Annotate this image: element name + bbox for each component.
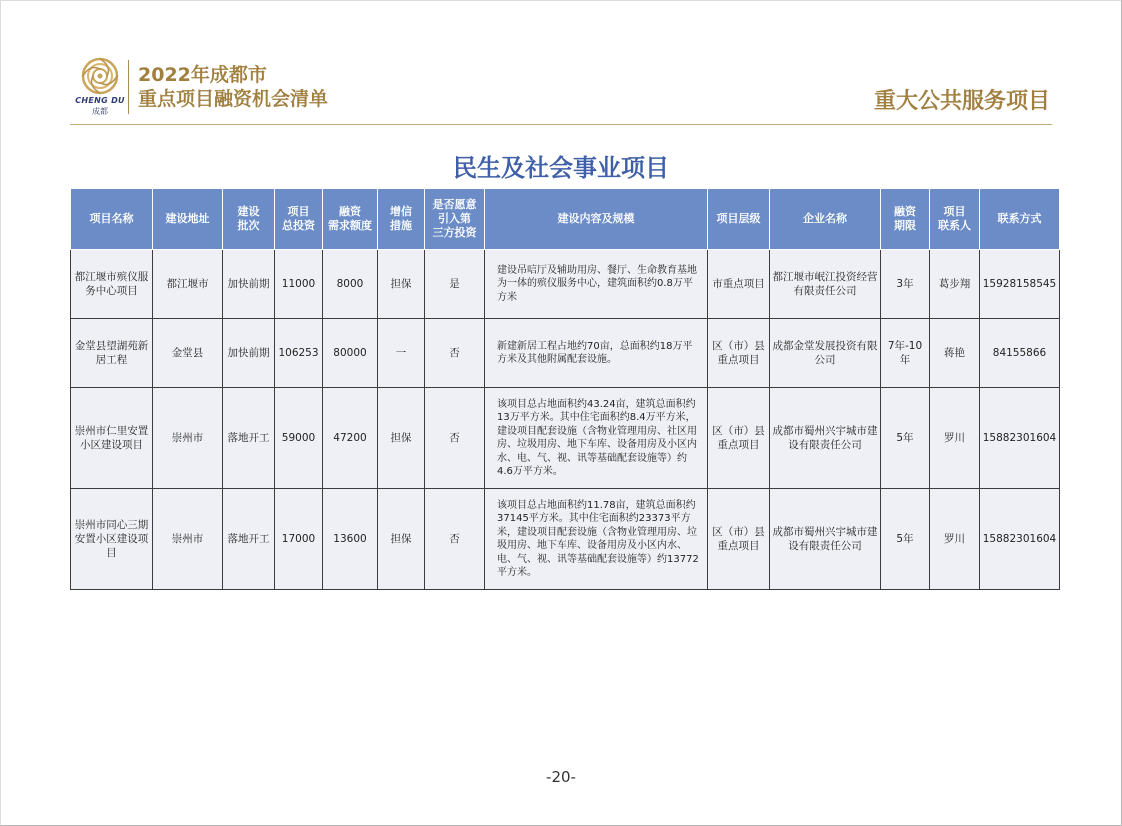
cell-contact: 葛步翔 xyxy=(930,250,980,319)
cell-content: 该项目总占地面积约43.24亩，建筑总面积约13万平方米。其中住宅面积约8.4万平方米，建设项目配套设施（含物业管理用房、社区用房、垃圾用房、地下车库、设备用房及小区内水、电、气、视、讯等基础配套设施等）约4.6万平方米。 xyxy=(485,388,708,489)
table-header-row xyxy=(71,189,1060,250)
category-title: 重大公共服务项目 xyxy=(873,89,1050,114)
header-title-line2: 重点项目融资机会清单 xyxy=(138,88,329,110)
col-header: 企业名称 xyxy=(770,189,881,250)
cell-total-investment: 106253 xyxy=(275,319,323,388)
cell-company: 都江堰市岷江投资经营有限责任公司 xyxy=(770,250,881,319)
col-header: 联系方式 xyxy=(980,189,1060,250)
col-header: 融资 需求额度 xyxy=(323,189,378,250)
col-header: 项目 总投资 xyxy=(275,189,323,250)
cell-phone: 15882301604 xyxy=(980,489,1060,590)
col-header: 项目层级 xyxy=(708,189,770,250)
cell-term: 5年 xyxy=(881,489,930,590)
cell-third-party: 否 xyxy=(425,319,485,388)
cell-contact: 罗川 xyxy=(930,388,980,489)
col-header: 项目 联系人 xyxy=(930,189,980,250)
cell-third-party: 是 xyxy=(425,250,485,319)
col-header: 建设地址 xyxy=(153,189,223,250)
col-header: 建设内容及规模 xyxy=(485,189,708,250)
col-header: 是否愿意 引入第 三方投资 xyxy=(425,189,485,250)
col-header: 项目名称 xyxy=(71,189,153,250)
cell-project-name: 金堂县望湖苑新居工程 xyxy=(71,319,153,388)
cell-term: 5年 xyxy=(881,388,930,489)
cell-company: 成都市蜀州兴宇城市建设有限责任公司 xyxy=(770,489,881,590)
table-row xyxy=(71,388,1060,489)
cell-term: 7年-10年 xyxy=(881,319,930,388)
header-title-line1: 2022年成都市 xyxy=(138,64,267,86)
cell-location: 崇州市 xyxy=(153,388,223,489)
cell-third-party: 否 xyxy=(425,388,485,489)
cell-location: 金堂县 xyxy=(153,319,223,388)
cell-level: 区（市）县重点项目 xyxy=(708,489,770,590)
cell-financing: 47200 xyxy=(323,388,378,489)
cell-total-investment: 11000 xyxy=(275,250,323,319)
cell-project-name: 都江堰市殡仪服务中心项目 xyxy=(71,250,153,319)
cell-batch: 加快前期 xyxy=(223,319,275,388)
logo-text: CHENG DU xyxy=(75,96,125,105)
cell-contact: 蒋艳 xyxy=(930,319,980,388)
cell-batch: 落地开工 xyxy=(223,388,275,489)
cell-project-name: 崇州市仁里安置小区建设项目 xyxy=(71,388,153,489)
cell-batch: 加快前期 xyxy=(223,250,275,319)
cell-total-investment: 59000 xyxy=(275,388,323,489)
header-separator xyxy=(128,60,129,114)
cell-third-party: 否 xyxy=(425,489,485,590)
sun-spiral-logo-icon xyxy=(74,56,126,96)
cell-company: 成都金堂发展投资有限公司 xyxy=(770,319,881,388)
cell-financing: 13600 xyxy=(323,489,378,590)
col-header: 建设 批次 xyxy=(223,189,275,250)
cell-contact: 罗川 xyxy=(930,489,980,590)
cell-credit: 担保 xyxy=(378,489,425,590)
cell-credit: 一 xyxy=(378,319,425,388)
header-divider xyxy=(70,124,1052,125)
cell-financing: 8000 xyxy=(323,250,378,319)
page-number: -20- xyxy=(546,768,576,786)
table-row xyxy=(71,319,1060,388)
cell-company: 成都市蜀州兴宇城市建设有限责任公司 xyxy=(770,388,881,489)
cell-credit: 担保 xyxy=(378,250,425,319)
cell-project-name: 崇州市同心三期安置小区建设项目 xyxy=(71,489,153,590)
header-title xyxy=(138,63,328,111)
chengdu-logo xyxy=(74,56,126,118)
cell-level: 区（市）县重点项目 xyxy=(708,319,770,388)
col-header: 增信 措施 xyxy=(378,189,425,250)
cell-credit: 担保 xyxy=(378,388,425,489)
table-row xyxy=(71,250,1060,319)
cell-batch: 落地开工 xyxy=(223,489,275,590)
section-title: 民生及社会事业项目 xyxy=(453,154,669,182)
cell-phone: 15928158545 xyxy=(980,250,1060,319)
col-header: 融资 期限 xyxy=(881,189,930,250)
logo-subtext: 成都 xyxy=(92,107,108,116)
cell-term: 3年 xyxy=(881,250,930,319)
cell-content: 该项目总占地面积约11.78亩，建筑总面积约37145平方米。其中住宅面积约23373平方米，建设项目配套设施（含物业管理用房、垃圾用房、地下车库、设备用房及小区内水、电、气、视、讯等基础配套设施等）约13772平方米。 xyxy=(485,489,708,590)
cell-total-investment: 17000 xyxy=(275,489,323,590)
cell-content: 建设吊唁厅及辅助用房、餐厅、生命教育基地为一体的殡仪服务中心，建筑面积约0.8万平方米 xyxy=(485,250,708,319)
project-table xyxy=(70,188,1060,590)
cell-financing: 80000 xyxy=(323,319,378,388)
cell-phone: 15882301604 xyxy=(980,388,1060,489)
table-row xyxy=(71,489,1060,590)
cell-content: 新建新居工程占地约70亩，总面积约18万平方米及其他附属配套设施。 xyxy=(485,319,708,388)
cell-location: 崇州市 xyxy=(153,489,223,590)
cell-location: 都江堰市 xyxy=(153,250,223,319)
cell-level: 市重点项目 xyxy=(708,250,770,319)
cell-level: 区（市）县重点项目 xyxy=(708,388,770,489)
cell-phone: 84155866 xyxy=(980,319,1060,388)
